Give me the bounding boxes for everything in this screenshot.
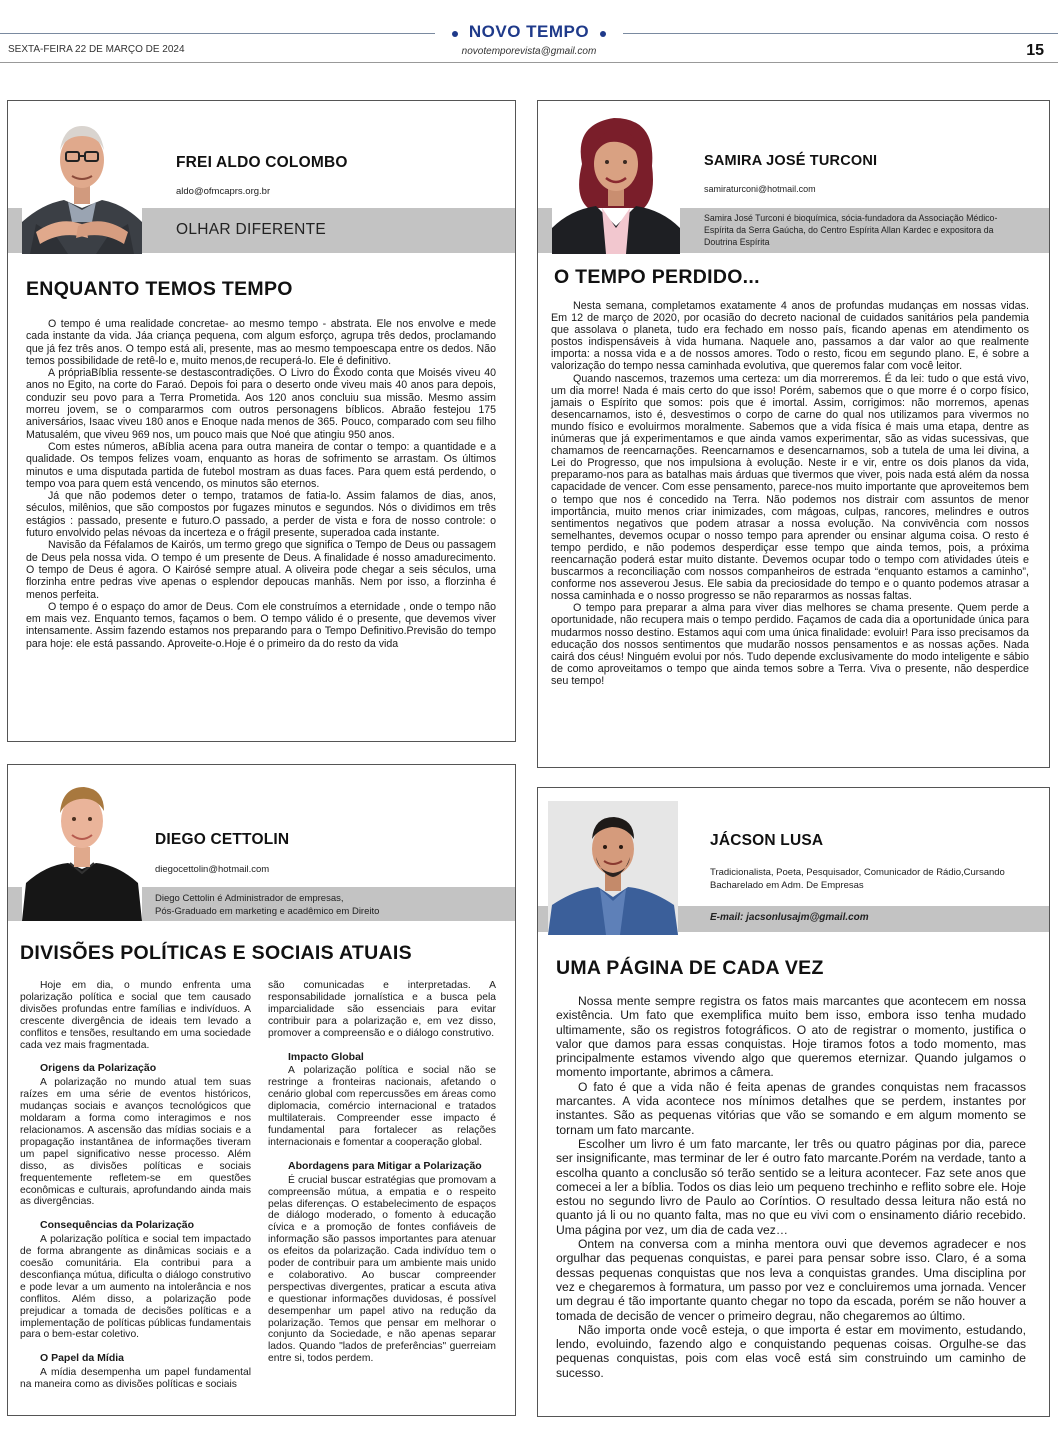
paragraph: Navisão da Féfalamos de Kairós, um termo grego que significa o Tempo de Deus ou passagem de Deus pela nossa vida. O tempo é um presente de Deus. A finalidade é nosso amadurecimento. O tempo de Deus é agora. O Kairósé sempre atual. A oliveira pode chegar a seis séculos, uma florzinha entre pedras vive apenas o esplendor depoucas manhãs. Nem por isso, a florzinha é menos perfeita. (26, 539, 496, 601)
paragraph: Escolher um livro é um fato marcante, ler três ou quatro páginas por dia, parece ser insignificante, mas terminar de ler é outro fato marcante.Porém na verdade, tanto a escolha quanto a conclusão só terão sentido se a leitura acontecer. Faz sete anos que comecei a ler a bíblia. Todos os dias leio um pequeno trechinho e reflito sobre ele. Hoje estou no segundo livro de Paulo ao Coríntios. O resultado dessa leitura não está no quanto já li ou no quanto falta, mas no que eu vivi com o ensinamento diário recebido. Uma página por vez, um dia de cada vez… (556, 1136, 1026, 1237)
paragraph: A própriaBíblia ressente-se destascontradições. O Livro do Êxodo conta que Moisés viveu 40 anos no Egito, na corte do Faraó. Depois foi para o deserto onde viveu mais 40 anos para depois, conduzir seu povo para a Terra Prometida. Aos 120 anos concluiu sua missão. Mesmo assim morreu jovem, se o compararmos com outros personagens bíblicos. Abraão festejou 175 aniversários, Isaac viveu 180 anos e Enoque nada menos de 365. Pouco, comparado com seu filho Matusalém, que viveu 969 nos, um pouco mais que Noé que atingiu 950 anos. (26, 367, 496, 441)
author-name: FREI ALDO COLOMBO (176, 154, 348, 171)
paragraph: O fato é que a vida não é feita apenas de grandes conquistas nem fracassos marcantes. A vida acontece nos mínimos detalhes que se perdem, instantes por instantes. São as pequenas vitórias que vão se somando e em algum momento se tornam um fato marcante. (556, 1079, 1026, 1137)
author-bio: Samira José Turconi é bioquímica, sócia-fundadora da Associação Médico-Espírita da Serra Gaúcha, do Centro Espírita Allan Kardec e expositora da Doutrina Espírita (704, 213, 998, 247)
paragraph: são comunicadas e interpretadas. A responsabilidade jornalística e a busca pela imparcialidade são essenciais para evitar contribuir para a polarização e, em vez disso, promover a compreensão e o diálogo construtivo. (268, 980, 496, 1039)
section-heading: Abordagens para Mitigar a Polarização (288, 1159, 482, 1172)
paragraph: A polarização no mundo atual tem suas raízes em uma série de eventos históricos, mudanças sociais e avanços tecnológicos que moldaram a forma como interagimos e nos relacionamos. A ascensão das mídias sociais e a propagação instantânea de informações tiveram um papel significativo nesse processo. Além disso, as divisões políticas e sociais frequentemente refletem-se em questões econômicas e culturais, aprofundando ainda mais as divergências. (20, 1077, 251, 1208)
author-photo-samira (552, 104, 680, 254)
paragraph: É crucial buscar estratégias que promovam a compreensão mútua, a empatia e o respeito pelas diferenças. O estabelecimento de espaços de diálogo moderado, o fomento à educação cívica e a promoção de fontes confiáveis de informação são passos importantes para atenuar os efeitos da polarização. Cada indivíduo tem o poder de contribuir para um ambiente mais unido e colaborativo. Ao buscar compreender perspectivas divergentes, praticar a escuta ativa e questionar informações duvidosas, é possível desempenhar um papel ativo na redução da polarização. Temos que pensar em melhorar o conjunto da Sociedade, e não apenas separar lados. Quando "lados de preferências" guerreiam entre si, todos perdem. (268, 1174, 496, 1365)
paragraph: A polarização política e social tem impactado de forma abrangente as dinâmicas sociais e a coesão comunitária. Ela contribui para a desconfiança mútua, dificulta o diálogo construtivo e pode levar a um aumento na intolerância e nos conflitos. Além disso, a polarização pode prejudicar a tomada de decisões políticas e a implementação de políticas públicas fundamentais para o bem-estar coletivo. (20, 1234, 251, 1341)
article-headline: UMA PÁGINA DE CADA VEZ (556, 957, 824, 979)
author-email[interactable]: E-mail: jacsonlusajm@gmail.com (710, 912, 869, 923)
section-heading: O Papel da Mídia (40, 1352, 125, 1365)
paragraph: A polarização política e social não se restringe a fronteiras nacionais, afetando o cenário global com repercussões em áreas como diplomacia, comércio internacional e tratados multilaterais. Compreender esse impacto é fundamental para fortalecer as relações internacionais e fomentar a cooperação global. (268, 1065, 496, 1148)
author-photo-diego (22, 769, 142, 921)
paragraph: Nesta semana, completamos exatamente 4 anos de profundas mudanças em nossas vidas. Em 12 de março de 2020, por ocasião do decreto nacional de cuidados sanitários pela pandemia que assolava o planeta, tudo era fechado em nosso país, ficando apenas em atendimento os postos indispensáveis à vida humana. Naquele ano, passamos a dar valor ao que realmente importa: a nossa vida e a de nossos amores. Todo o resto, ficou em segundo plano. E, é sobre a valorização do tempo nessa caminhada evolutiva, que queremos falar com você leitor. (551, 300, 1029, 373)
author-email[interactable]: samiraturconi@hotmail.com (704, 184, 816, 194)
paragraph: Nossa mente sempre registra os fatos mais marcantes que acontecem em nossa existência. Um fato que exemplifica muito bem isso, embora isso tenha mudado ultimamente, são os registros fotográficos. O ato de registrar o momento, justifica o valor que damos para essas conquistas. Hoje tiramos fotos a todo momento, mas principalmente estamos vivendo algo que queremos eternizar. Quando julgamos o momento importante, abrimos a câmera. (556, 994, 1026, 1080)
article-column-1 (20, 980, 251, 1391)
author-photo-jacson (548, 801, 678, 935)
paragraph: Ontem na conversa com a minha mentora ouvi que devemos agradecer e nos orgulhar das pequenas conquistas, e parei para pensar sobre isso. Claro, é a soma dessas pequenas conquistas que nos leva a conquistas grandes. Uma disciplina por vez e chegaremos à formatura, um passo por vez e concluiremos uma jornada. Vencer um degrau é tão importante quanto chegar no topo da escada, porém se não houver a tomada de decisão de vencer o primeiro degrau, não chegaremos ao último. (556, 1237, 1026, 1323)
paragraph: Hoje em dia, o mundo enfrenta uma polarização política e social que tem causado divisões profundas entre famílias e indivíduos. A crescente divergência de ideais tem levado a conflitos e tensões, resultando em uma sociedade cada vez mais fragmentada. (20, 980, 251, 1051)
paper-name: NOVO TEMPO (468, 22, 590, 41)
paragraph: O tempo para preparar a alma para viver dias melhores se chama presente. Quem perde a oportunidade, não recupera mais o tempo perdido. Façamos de cada dia a oportunidade única para mudarmos nosso destino. Estamos aqui com uma única finalidade: evoluir! Para isso precisamos da educação dos nossos sentimentos que mudarão nossos pensamentos e as nossas ações. Nada cairá dos céus! Ninguém evolui por nós. Tudo depende exclusivamente do modo inteligente e sábio de como aproveitamos o tempo que ainda temos sobre a Terra. Viva o presente, não desperdice seu tempo! (551, 602, 1029, 687)
section-heading: Origens da Polarização (40, 1062, 157, 1075)
article-headline: DIVISÕES POLÍTICAS E SOCIAIS ATUAIS (20, 942, 412, 964)
author-name: JÁCSON LUSA (710, 832, 824, 849)
article-body (556, 994, 1026, 1380)
paragraph: Não importa onde você esteja, o que importa é estar em movimento, estudando, lendo, evoluindo, fazendo algo e conquistando pequenas coisas. Orgulhe-se das pequenas conquistas, pois com elas você está sim construindo um caminho de sucesso. (556, 1322, 1026, 1380)
article-headline: ENQUANTO TEMOS TEMPO (26, 278, 293, 300)
author-email[interactable]: diegocettolin@hotmail.com (155, 864, 270, 875)
edition-date: SEXTA-FEIRA 22 DE MARÇO DE 2024 (8, 44, 185, 55)
author-bio-line-2: Pós-Graduado em marketing e acadêmico em Direito (155, 906, 380, 917)
masthead-bottom-rule (0, 62, 1058, 63)
paragraph: Já que não podemos deter o tempo, tratamos de fatia-lo. Assim falamos de dias, anos, séculos, milênios, que são compostos por fugazes minutos e segundos. Nós o dividimos em três estágios : passado, presente e futuro.O passado, a perder de vista e fora de nosso controle: o futuro envolvido pelas névoas da incerteza e o frágil presente, superadoa cada instante. (26, 490, 496, 540)
article-body (26, 318, 496, 650)
masthead-email[interactable]: novotemporevista@gmail.com (461, 46, 597, 57)
paragraph: O tempo é uma realidade concretae- ao mesmo tempo - abstrata. Ele nos envolve e mede cada instante da vida. Jáa criança pequena, com algum esforço, agrupa três dedos, proclamando que já fez três anos. O tempo está ali, presente, mas ao mesmo tempoescapa entre os dedos. Não temos possibilidade de retê-lo e, muito menos,de recuperá-lo. Ele é definitivo. (26, 318, 496, 367)
author-bio-line-1: Diego Cettolin é Administrador de empresas, (155, 893, 344, 904)
author-bio: Tradicionalista, Poeta, Pesquisador, Comunicador de Rádio,Cursando Bacharelado em Adm. De Empresas (710, 867, 1005, 891)
paragraph: A mídia desempenha um papel fundamental na maneira como as divisões políticas e sociais (20, 1367, 251, 1391)
paragraph: O tempo é o espaço do amor de Deus. Com ele construímos a eternidade , onde o tempo não em mais vez. Enquanto temos, façamos o bem. O tempo válido é o presente, que devemos viver intensamente. Assim fazendo estamos nos preparando para o Tempo Definitivo.Previsão do tempo para hoje: ele está passando. Aproveite-o.Hoje é o primeiro da do resto da vida (26, 600, 496, 650)
author-name: SAMIRA JOSÉ TURCONI (704, 153, 878, 169)
section-heading: Impacto Global (288, 1050, 364, 1063)
column-title: OLHAR DIFERENTE (176, 221, 327, 238)
author-photo-aldo (22, 104, 142, 254)
author-name: DIEGO CETTOLIN (155, 831, 290, 848)
paragraph: Com estes números, aBíblia acena para outra maneira de contar o tempo: a quantidade e a qualidade. Os tempos felizes voam, enquanto as horas de sofrimento se arrastam. Os últimos minutos e uma disputada partida de futebol mostram as duas faces. Para quem está perdendo, o tempo voa para quem está vencendo, os minutos são eternos. (26, 440, 496, 490)
author-email[interactable]: aldo@ofmcaprs.org.br (176, 186, 271, 197)
page-number: 15 (1026, 42, 1044, 59)
section-heading: Consequências da Polarização (40, 1219, 195, 1232)
article-column-2 (268, 980, 496, 1365)
article-headline: O TEMPO PERDIDO... (554, 266, 760, 288)
article-body (551, 300, 1029, 687)
paragraph: Quando nascemos, trazemos uma certeza: um dia morreremos. É da lei: tudo o que está vivo, um dia morre! Nada é mais certo do que isso! Porém, sabemos que o que morre é o corpo físico, jamais o Espírito que somos: pois que é imortal. Assim, corrigimos: não morremos, apenas desencarnamos, isto é, desvestimos o corpo de carne do qual nos utilizamos para vivermos no mundo físico e evoluirmos moralmente. Sabemos que a vida física é mais uma etapa, dentre as inúmeras que já experimentamos e que ainda vamos experimentar, são as vidas sucessivas, que chamamos de reencarnações. Reencarnamos e desencarnamos, sob a tutela de uma lei divina, a Lei do Progresso, que nos impulsiona à evolução. Neste ir e vir, entre os dois planos da vida, preparamo-nos para as batalhas mais árduas que tivermos que viver, pois nada está além da nossa capacidade de vencer. Com esse pensamento, parece-nos muito importante que aproveitemos bem o tempo que nos é concedido na Terra. Não podemos nos distrair com assuntos de menor importância, muito menos criar inimizades, com mágoas, culpas, rancores, melindres e outros sentimentos negativos que podem atrasar a nossa evolução. Na convivência com nossos semelhantes, devemos ocupar o nosso tempo para aprender ou ensinar alguma coisa. O resto é tempo perdido, e não podemos desperdiçar esse tempo que ainda temos, pois, a próxima reencarnação poderá estar muito distante. Devemos ocupar todo o tempo com atividades úteis e buscarmos a reconciliação com nossos companheiros de estrada “enquanto estamos a caminho”, conforme nos asseverou Jesus. Ele sabia da preciosidade do tempo e o quanto podemos atrasar a nossa caminhada e o nosso progresso se não repararmos as nossas faltas. (551, 372, 1029, 603)
